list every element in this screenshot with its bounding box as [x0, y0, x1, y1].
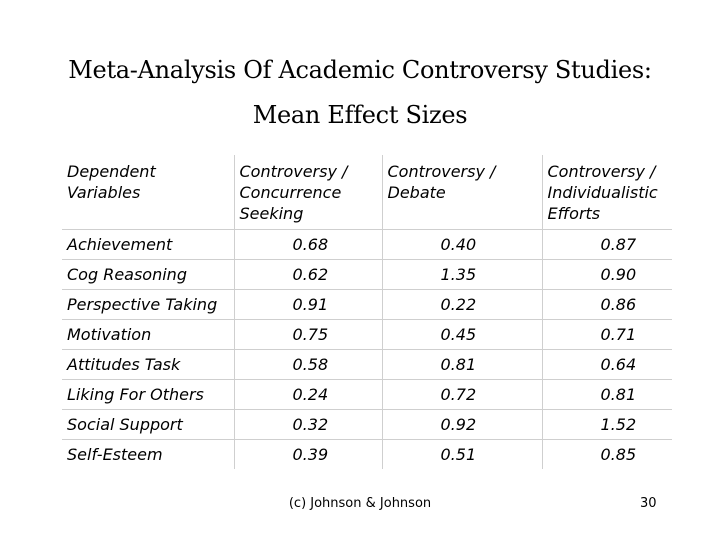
header-dependent-variables: [62, 155, 234, 229]
slide-subtitle: Mean Effect Sizes: [252, 101, 468, 129]
row-label: Perspective Taking: [62, 289, 234, 319]
row-label: Social Support: [62, 409, 234, 439]
table-row: [62, 319, 672, 349]
cell-concurrence-seeking: 0.62: [234, 259, 382, 289]
table-row: [62, 229, 672, 259]
cell-debate: 0.40: [382, 229, 542, 259]
cell-individualistic: 0.71: [542, 319, 672, 349]
header-debate: [382, 155, 542, 229]
cell-individualistic: 0.90: [542, 259, 672, 289]
cell-concurrence-seeking: 0.68: [234, 229, 382, 259]
cell-debate: 0.81: [382, 349, 542, 379]
row-label: Liking For Others: [62, 379, 234, 409]
table-row: [62, 379, 672, 409]
cell-debate: 1.35: [382, 259, 542, 289]
footer-credit: (c) Johnson & Johnson: [288, 496, 432, 511]
row-label: Motivation: [62, 319, 234, 349]
header-line: Variables: [67, 183, 141, 202]
cell-concurrence-seeking: 0.58: [234, 349, 382, 379]
row-label: Self-Esteem: [62, 439, 234, 469]
page-number: 30: [640, 496, 657, 511]
cell-individualistic: 0.64: [542, 349, 672, 379]
cell-individualistic: 1.52: [542, 409, 672, 439]
cell-debate: 0.92: [382, 409, 542, 439]
slide-title: Meta-Analysis Of Academic Controversy Studies:: [68, 56, 652, 84]
header-line: Controversy /: [547, 162, 656, 181]
cell-debate: 0.45: [382, 319, 542, 349]
table-row: [62, 259, 672, 289]
cell-debate: 0.22: [382, 289, 542, 319]
table-row: [62, 349, 672, 379]
header-line: Debate: [387, 183, 446, 202]
cell-individualistic: 0.81: [542, 379, 672, 409]
table-header-row: [62, 155, 672, 229]
table-row: [62, 439, 672, 469]
cell-debate: 0.72: [382, 379, 542, 409]
cell-concurrence-seeking: 0.75: [234, 319, 382, 349]
cell-concurrence-seeking: 0.32: [234, 409, 382, 439]
row-label: Attitudes Task: [62, 349, 234, 379]
row-label: Cog Reasoning: [62, 259, 234, 289]
cell-debate: 0.51: [382, 439, 542, 469]
header-individualistic-efforts: [542, 155, 672, 229]
header-line: Individualistic: [547, 183, 658, 202]
effect-size-table: [62, 155, 672, 469]
cell-concurrence-seeking: 0.91: [234, 289, 382, 319]
cell-individualistic: 0.85: [542, 439, 672, 469]
header-line: Concurrence: [239, 183, 342, 202]
header-concurrence-seeking: [234, 155, 382, 229]
cell-concurrence-seeking: 0.24: [234, 379, 382, 409]
table-row: [62, 409, 672, 439]
header-line: Controversy /: [387, 162, 496, 181]
row-label: Achievement: [62, 229, 234, 259]
cell-individualistic: 0.86: [542, 289, 672, 319]
header-line: Efforts: [547, 204, 601, 223]
header-line: Controversy /: [239, 162, 348, 181]
header-line: Seeking: [239, 204, 304, 223]
cell-concurrence-seeking: 0.39: [234, 439, 382, 469]
cell-individualistic: 0.87: [542, 229, 672, 259]
header-line: Dependent: [67, 162, 156, 181]
table-row: [62, 289, 672, 319]
